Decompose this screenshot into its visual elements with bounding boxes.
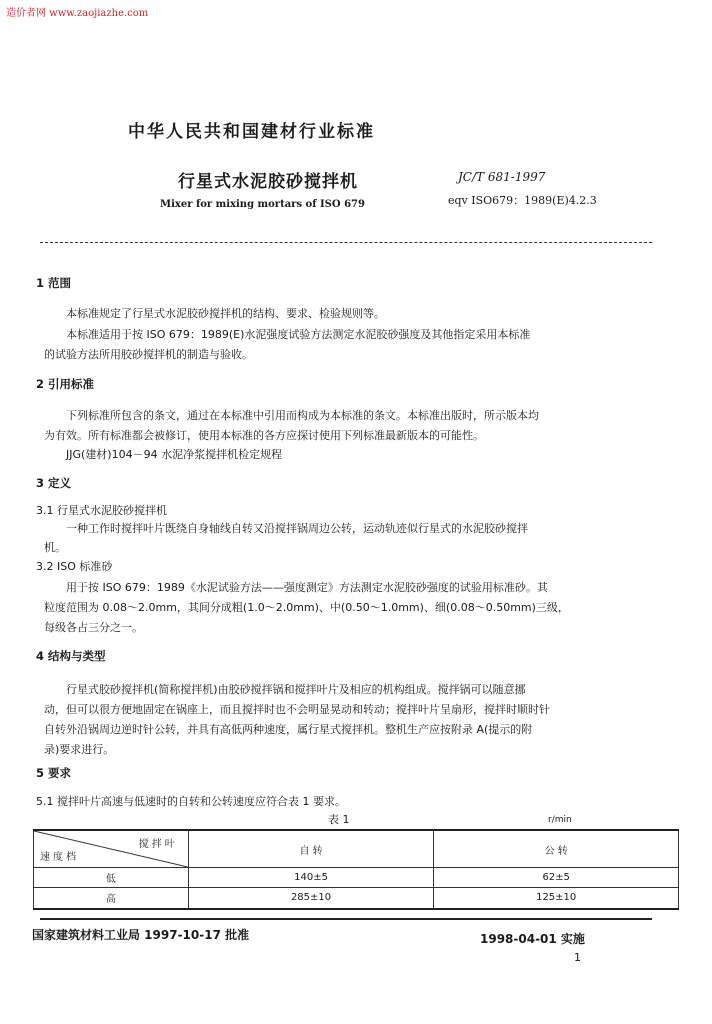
section-2-reference: JJG(建材)104－94 水泥净浆搅拌机检定规程 (66, 448, 283, 461)
standard-code: JC/T 681-1997 (458, 170, 546, 184)
table-col-revolution-header: 公 转 (434, 830, 679, 868)
table-corner-bottom-label: 速度档 (40, 852, 79, 863)
implementation-date: 1998-04-01 实施 (480, 932, 585, 946)
definition-3-2-text-a: 用于按 ISO 679：1989《水泥试验方法——强度测定》方法测定水泥胶砂强度的试验用标准砂。其 (66, 581, 548, 594)
section-3-heading: 3 定义 (36, 476, 72, 490)
standard-title-en: Mixer for mixing mortars of ISO 679 (160, 199, 365, 210)
definition-3-2-title: 3.2 ISO 标准砂 (36, 560, 113, 573)
speed-table (33, 829, 679, 910)
table-cell-revolution: 62±5 (434, 868, 679, 888)
table-row-label: 高 (34, 888, 189, 909)
definition-3-1-title: 3.1 行星式水泥胶砂搅拌机 (36, 504, 167, 517)
table-unit: r/min (548, 815, 572, 825)
section-4-para-a: 行星式胶砂搅拌机(简称搅拌机)由胶砂搅拌锅和搅拌叶片及相应的机构组成。搅拌锅可以随意挪 (66, 683, 526, 696)
table-corner-top-label: 搅拌叶 (138, 839, 178, 850)
table-header-row (34, 830, 679, 868)
definition-3-2-text-b: 粒度范围为 0.08～2.0mm，其间分成粗(1.0～2.0mm)、中(0.50～1.0mm)、细(0.08～0.50mm)三级， (44, 601, 569, 614)
definition-3-1-text-b: 机。 (44, 541, 66, 554)
section-1-heading: 1 范围 (36, 276, 72, 290)
standard-title-cn: 行星式水泥胶砂搅拌机 (178, 172, 358, 192)
industry-standard-title: 中华人民共和国建材行业标准 (128, 122, 375, 142)
section-4-para-b: 动，但可以很方便地固定在锅座上，而且搅拌时也不会明显晃动和转动；搅拌叶片呈扇形，搅拌时顺时针 (44, 703, 550, 716)
table-caption: 表 1 (328, 813, 350, 826)
section-2-para-1a: 下列标准所包含的条文，通过在本标准中引用而构成为本标准的条文。本标准出版时，所示版本均 (66, 409, 539, 422)
section-4-para-c: 自转外沿锅周边逆时针公转，并具有高低两种速度，属行星式搅拌机。整机生产应按附录 A(提示的附 (44, 723, 533, 736)
table-row (34, 888, 679, 909)
standard-equivalence: eqv ISO679：1989(E)4.2.3 (448, 194, 597, 207)
table-corner-cell (34, 830, 189, 868)
header-divider (40, 242, 652, 243)
section-5-heading: 5 要求 (36, 766, 72, 780)
section-1-para-1: 本标准规定了行星式水泥胶砂搅拌机的结构、要求、检验规则等。 (66, 307, 385, 320)
section-1-para-2a: 本标准适用于按 ISO 679：1989(E)水泥强度试验方法测定水泥胶砂强度及其他指定采用本标准 (66, 328, 531, 341)
watermark: 造价者网 www.zaojiazhe.com (6, 8, 149, 19)
table-cell-rotation: 285±10 (188, 888, 434, 909)
section-4-heading: 4 结构与类型 (36, 649, 106, 663)
definition-3-1-text-a: 一种工作时搅拌叶片既绕自身轴线自转又沿搅拌锅周边公转，运动轨迹似行星式的水泥胶砂搅拌 (66, 522, 528, 535)
table-cell-rotation: 140±5 (188, 868, 434, 888)
approval-line: 国家建筑材料工业局 1997-10-17 批准 (32, 928, 250, 942)
page-number: 1 (574, 951, 581, 964)
section-5-1-text: 5.1 搅拌叶片高速与低速时的自转和公转速度应符合表 1 要求。 (36, 795, 346, 808)
definition-3-2-text-c: 每级各占三分之一。 (44, 621, 143, 634)
footer-divider (40, 918, 652, 920)
table-row (34, 868, 679, 888)
section-1-para-2b: 的试验方法所用胶砂搅拌机的制造与验收。 (44, 348, 253, 361)
section-2-heading: 2 引用标准 (36, 377, 95, 391)
table-col-rotation-header: 自 转 (188, 830, 434, 868)
table-cell-revolution: 125±10 (434, 888, 679, 909)
section-2-para-1b: 为有效。所有标准都会被修订，使用本标准的各方应探讨使用下列标准最新版本的可能性。 (44, 429, 484, 442)
table-row-label: 低 (34, 868, 189, 888)
section-4-para-d: 录)要求进行。 (44, 743, 115, 756)
